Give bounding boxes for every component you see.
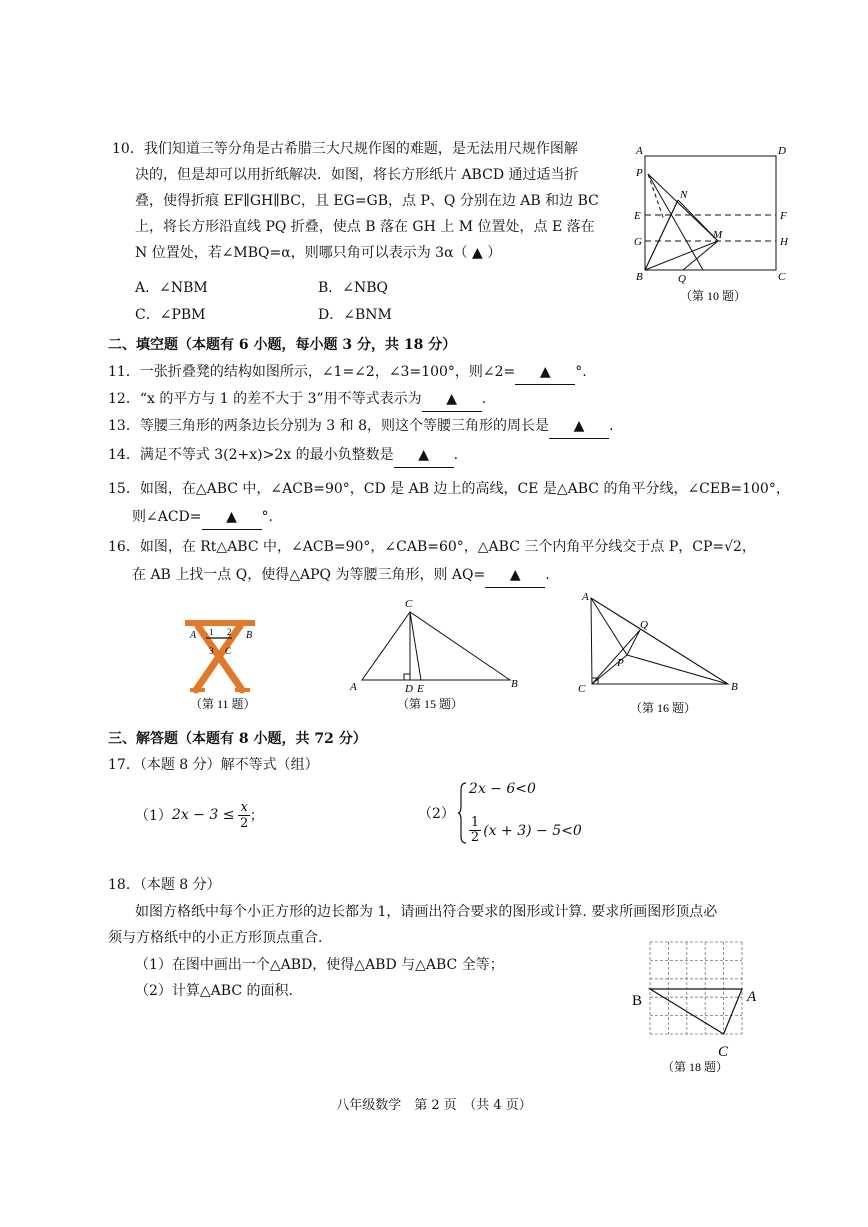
q13-answer-blank[interactable]: ▲ [549, 414, 609, 439]
q11-answer-blank[interactable]: ▲ [515, 360, 575, 385]
q17-p1-label: （1） [135, 808, 172, 824]
q17-p2-line1: 2x − 6<0 [468, 781, 536, 797]
q17-part2 [418, 780, 582, 846]
section3-title: 三、解答题（本题有 8 小题，共 72 分） [108, 731, 367, 747]
q12-end: . [481, 391, 487, 407]
fig11-label-1: 1 [209, 627, 214, 637]
q11-caption: （第 11 题） [190, 697, 256, 711]
fig18-label-c: C [718, 1044, 729, 1060]
q18-figure [628, 938, 768, 1078]
fig10-label-h: H [780, 236, 788, 248]
fig18-label-a: A [747, 989, 757, 1005]
q14-text: 14．满足不等式 3(2+x)>2x 的最小负整数是 [108, 447, 394, 463]
q17-p2-brace-icon [457, 782, 467, 844]
fig15-label-e: E [417, 683, 424, 695]
fig11-label-3: 3 [209, 646, 214, 656]
q10-line-3: 叠，使得折痕 EF∥GH∥BC，且 EG=GB，点 P、Q 分别在边 AB 和边 BC [135, 193, 599, 209]
q16-answer-blank[interactable]: ▲ [485, 563, 545, 588]
q16-caption: （第 16 题） [630, 701, 697, 715]
q16-end: . [545, 567, 550, 583]
q17-p1-lhs: 2x − 3 ≤ [171, 807, 235, 823]
fig16-label-p: P [617, 657, 624, 669]
q16-text: 在 AB 上找一点 Q，使得△APQ 为等腰三角形，则 AQ= [132, 567, 486, 583]
q17-p2-fraction [469, 816, 481, 845]
q13 [108, 414, 613, 439]
q14-end: . [453, 447, 459, 463]
q17-p2-line2 [469, 816, 582, 845]
q11-figure [180, 612, 280, 712]
q15-text: 则∠ACD= [132, 509, 202, 525]
q10-option-d: D．∠BNM [318, 307, 392, 323]
fig16-label-b: B [731, 681, 738, 693]
q13-text: 13．等腰三角形的两条边长分别为 3 和 8，则这个等腰三角形的周长是 [108, 418, 549, 434]
fig11-label-a: A [190, 630, 197, 641]
fig15-label-b: B [511, 678, 518, 690]
fig11-label-b: B [246, 630, 253, 641]
q15-line-1: 15．如图，在△ABC 中，∠ACB=90°，CD 是 AB 边上的高线，CE 是△ABC 的角平分线，∠CEB=100°， [108, 481, 790, 497]
q18-header: 18．（本题 8 分） [108, 877, 221, 893]
q15-answer-blank[interactable]: ▲ [202, 505, 262, 530]
fig15-label-d: D [405, 683, 413, 695]
q17-p2-denominator: 2 [470, 830, 480, 845]
fig16-label-c: C [578, 683, 586, 695]
q11 [108, 360, 587, 385]
fig10-label-f: F [780, 210, 787, 222]
q16-line-2 [132, 563, 550, 588]
q17-p2-numerator: 1 [470, 815, 480, 830]
q17-p2-line2-rest: (x + 3) − 5<0 [483, 822, 582, 839]
q10-line-4: 上，将长方形沿直线 PQ 折叠，使点 B 落在 GH 上 M 位置处，点 E 落在 [135, 219, 595, 235]
q15-caption: （第 15 题） [397, 697, 464, 711]
page-footer: 八年级数学 第 2 页 （共 4 页） [336, 1098, 532, 1113]
q16-figure [574, 588, 754, 718]
q17-part1 [135, 795, 264, 835]
fig18-label-b: B [632, 993, 643, 1009]
fig15-label-a: A [350, 681, 357, 693]
q18-item-1: （1）在图中画出一个△ABD，使得△ABD 与△ABC 全等； [135, 957, 504, 973]
q12-answer-blank[interactable]: ▲ [422, 387, 482, 412]
q10-caption: （第 10 题） [680, 289, 747, 303]
q17-p2-label: （2） [418, 806, 455, 822]
fig10-label-m: M [713, 229, 723, 241]
q14 [108, 443, 458, 468]
q12-text: 12．“x 的平方与 1 的差不大于 3”用不等式表示为 [108, 391, 422, 407]
fig16-label-q: Q [640, 619, 648, 631]
q13-end: . [608, 418, 614, 434]
q17-p2-system [469, 781, 582, 845]
fig10-label-b: B [636, 271, 643, 283]
fig10-label-p: P [636, 167, 643, 179]
fig10-label-n: N [680, 189, 688, 201]
q12 [108, 387, 486, 412]
q16-line-1: 16．如图，在 Rt△ABC 中，∠ACB=90°，∠CAB=60°，△ABC 三个内角平分线交于点 P，CP=√2， [108, 539, 756, 555]
fig10-label-d: D [778, 145, 786, 157]
q15-figure [345, 594, 525, 714]
fig10-label-g: G [634, 236, 642, 248]
q17-p1-fraction [238, 800, 249, 831]
q17-p1-denominator: 2 [239, 815, 249, 831]
q18-item-2: （2）计算△ABC 的面积. [135, 983, 293, 999]
fig10-label-e: E [634, 210, 641, 222]
fig11-label-c: C [225, 646, 232, 656]
q17-header: 17．（本题 8 分）解不等式（组） [108, 757, 319, 773]
fig10-label-c: C [778, 271, 786, 283]
q11-text: 11．一张折叠凳的结构如图所示，∠1=∠2，∠3=100°，则∠2= [108, 364, 516, 380]
fig11-label-2: 2 [227, 627, 232, 637]
q10-option-b: B．∠NBQ [318, 280, 389, 296]
q10-line-5: N 位置处，若∠MBQ=α，则哪只角可以表示为 3α（ ▲ ） [135, 245, 502, 261]
q10-option-a: A．∠NBM [135, 280, 208, 296]
fig10-label-q: Q [678, 273, 686, 285]
q10-option-c: C．∠PBM [135, 307, 206, 323]
q10-figure [628, 140, 788, 310]
q11-unit: °. [575, 364, 587, 380]
fig10-label-a: A [636, 145, 643, 157]
q17-p1-end: ； [249, 808, 264, 824]
q18-caption: （第 18 题） [662, 1060, 729, 1074]
section2-title: 二、填空题（本题有 6 小题，每小题 3 分，共 18 分） [108, 337, 457, 353]
fig15-label-c: C [405, 598, 413, 610]
q18-para-2: 须与方格纸中的小正方形顶点重合. [108, 930, 323, 946]
q18-para-1: 如图方格纸中每个小正方形的边长都为 1，请画出符合要求的图形或计算. 要求所画图形顶点必 [135, 904, 718, 920]
q10-line-2: 决的，但是却可以用折纸解决．如图，将长方形纸片 ABCD 通过适当折 [135, 167, 579, 183]
q17-p1-numerator: x [240, 799, 248, 815]
fig16-label-a: A [582, 591, 589, 603]
q15-line-2 [132, 505, 273, 530]
q14-answer-blank[interactable]: ▲ [394, 443, 454, 468]
q10-line-1: 10．我们知道三等分角是古希腊三大尺规作图的难题，是无法用尺规作图解 [112, 141, 578, 157]
q15-unit: °. [261, 509, 273, 525]
